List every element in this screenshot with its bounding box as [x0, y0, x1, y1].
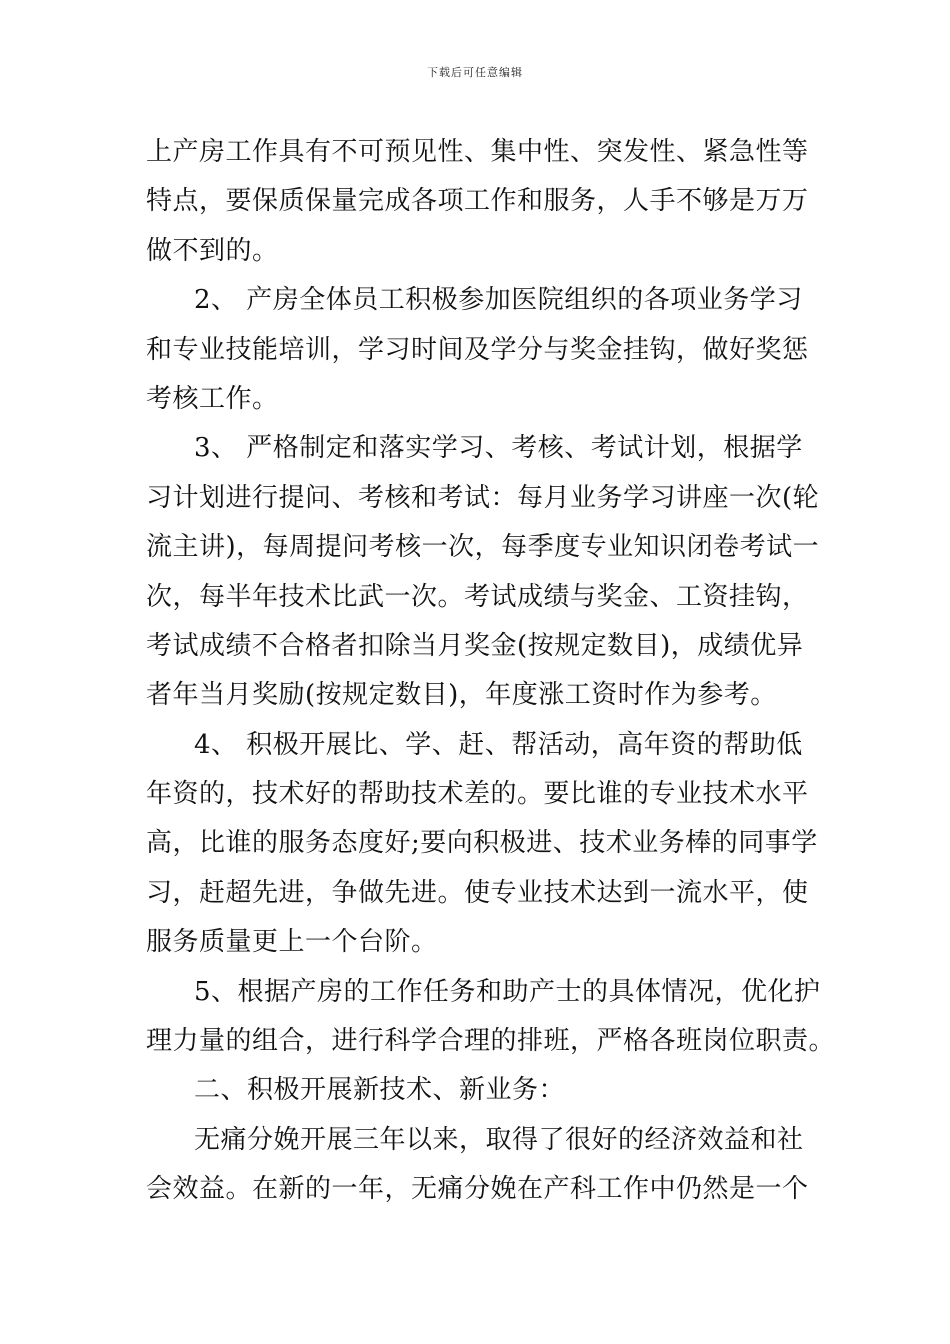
text-line: 者年当月奖励(按规定数目)，年度涨工资时作为参考。 — [146, 680, 777, 711]
text-line: 做不到的。 — [146, 235, 279, 266]
text-line: 流主讲)，每周提问考核一次，每季度专业知识闭卷考试一 — [146, 532, 820, 563]
text-line: 3、 严格制定和落实学习、考核、考试计划，根据学 — [194, 433, 803, 464]
page-header: 下载后可任意编辑 — [427, 66, 523, 79]
text-line: 上产房工作具有不可预见性、集中性、突发性、紧急性等 — [146, 137, 809, 167]
text-line: 和专业技能培训，学习时间及学分与奖金挂钩，做好奖惩 — [146, 334, 809, 365]
text-line: 次，每半年技术比武一次。考试成绩与奖金、工资挂钩， — [146, 581, 809, 612]
text-line: 考试成绩不合格者扣除当月奖金(按规定数目)，成绩优异 — [146, 630, 804, 661]
text-line: 习，赶超先进，争做先进。使专业技术达到一流水平，使 — [146, 877, 809, 908]
text-line: 高，比谁的服务态度好;要向积极进、技术业务棒的同事学 — [146, 828, 818, 859]
text-line: 理力量的组合，进行科学合理的排班，严格各班岗位职责。 — [146, 1026, 836, 1057]
text-line: 2、 产房全体员工积极参加医院组织的各项业务学习 — [194, 285, 803, 316]
text-line: 会效益。在新的一年，无痛分娩在产科工作中仍然是一个 — [146, 1174, 809, 1205]
document-body — [146, 128, 836, 1215]
text-line: 考核工作。 — [146, 383, 279, 414]
text-line: 习计划进行提问、考核和考试：每月业务学习讲座一次(轮 — [146, 482, 820, 513]
text-line: 4、 积极开展比、学、赶、帮活动，高年资的帮助低 — [194, 729, 803, 760]
text-line: 年资的，技术好的帮助技术差的。要比谁的专业技术水平 — [146, 779, 809, 810]
text-line: 二、积极开展新技术、新业务： — [194, 1075, 566, 1106]
text-line: 5、根据产房的工作任务和助产士的具体情况，优化护 — [194, 976, 821, 1007]
text-line: 特点，要保质保量完成各项工作和服务，人手不够是万万 — [146, 186, 809, 217]
text-line: 无痛分娩开展三年以来，取得了很好的经济效益和社 — [194, 1124, 804, 1155]
text-line: 服务质量更上一个台阶。 — [146, 927, 438, 958]
